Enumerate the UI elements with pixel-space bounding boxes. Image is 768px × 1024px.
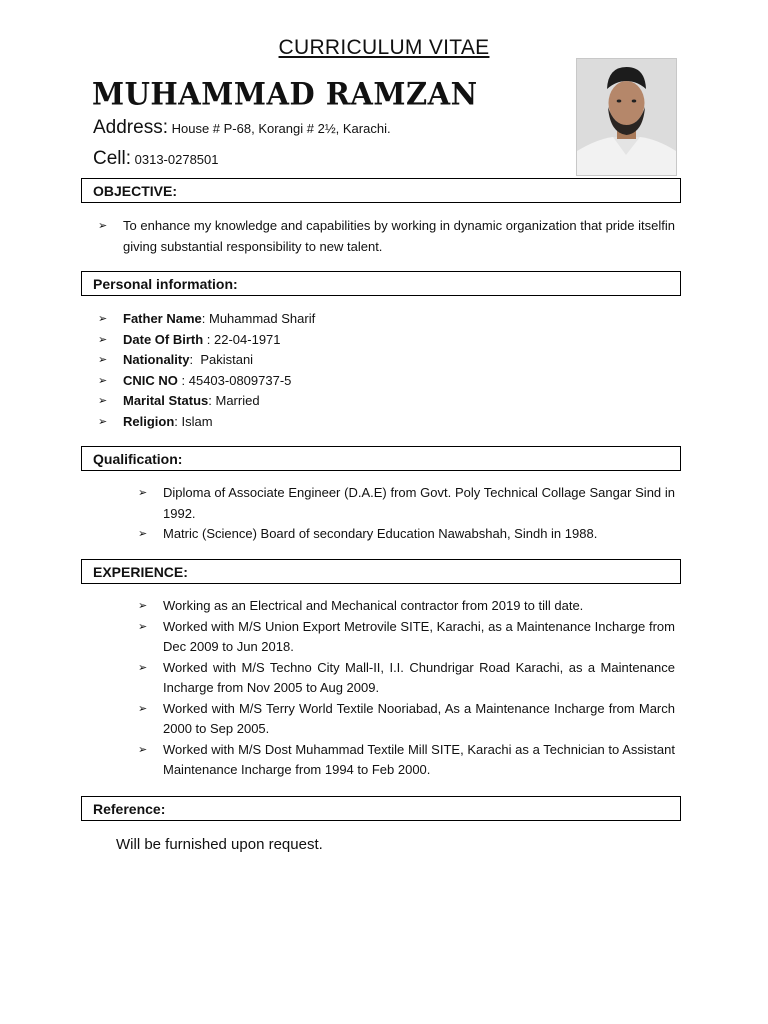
personal-info-item	[98, 412, 675, 433]
personal-info-item	[98, 391, 675, 412]
list-item-text: Diploma of Associate Engineer (D.A.E) from Govt. Poly Technical Collage Sangar Sind in 1992.	[163, 485, 675, 521]
personal-info-value: Pakistani	[200, 352, 254, 367]
personal-info-label: Marital Status	[123, 393, 209, 408]
profile-photo	[576, 58, 677, 176]
personal-info-item	[98, 350, 675, 371]
cell-line	[93, 148, 219, 170]
arrow-bullet-icon: ➢	[138, 528, 148, 540]
list-item-text: To enhance my knowledge and capabilities by working in dynamic organization that pride itselfin giving substantial responsibility to new talent.	[123, 218, 675, 254]
arrow-bullet-icon: ➢	[138, 620, 148, 633]
list-item-text: Worked with M/S Terry World Textile Nooriabad, As a Maintenance Incharge from March 2000 to Sep 2005.	[163, 700, 675, 736]
objective-list	[98, 216, 675, 257]
personal-info-label: Nationality	[123, 352, 190, 367]
personal-info-separator: :	[189, 352, 201, 367]
personal-info-value: Married	[215, 393, 260, 408]
list-item	[138, 483, 675, 524]
personal-info-item	[98, 371, 675, 392]
arrow-bullet-icon: ➢	[138, 600, 148, 612]
personal-info-value: Muhammad Sharif	[208, 311, 316, 326]
arrow-bullet-icon: ➢	[138, 702, 148, 715]
personal-info-separator: :	[177, 372, 189, 388]
qualification-heading: Qualification:	[81, 446, 681, 471]
personal-info-value: Islam	[181, 413, 213, 429]
cell-value: 0313-0278501	[134, 152, 219, 167]
personal-info-item	[98, 309, 675, 330]
reference-heading: Reference:	[81, 796, 681, 821]
list-item-text: Worked with M/S Techno City Mall-II, I.I. Chundrigar Road Karachi, as a Maintenance Incharge from Nov 2005 to Aug 2009.	[163, 659, 675, 695]
list-item	[98, 216, 675, 257]
arrow-bullet-icon: ➢	[98, 415, 108, 428]
list-item	[138, 699, 675, 740]
arrow-bullet-icon: ➢	[138, 743, 148, 756]
qualification-list	[138, 483, 675, 545]
personal-info-separator: :	[201, 311, 209, 326]
personal-info-label: Father Name	[123, 311, 202, 326]
personal-info-separator: :	[174, 413, 182, 429]
personal-info-label: CNIC NO	[123, 372, 178, 388]
list-item-text: Working as an Electrical and Mechanical contractor from 2019 to till date.	[163, 598, 584, 613]
address-line	[93, 117, 391, 139]
arrow-bullet-icon: ➢	[98, 333, 108, 346]
list-item	[138, 617, 675, 658]
address-value: House # P-68, Korangi # 2½, Karachi.	[171, 121, 391, 136]
cell-label: Cell:	[93, 148, 132, 169]
address-label: Address:	[93, 117, 168, 138]
personal-info-separator: :	[208, 393, 216, 408]
personal-info-separator: :	[203, 331, 215, 347]
personal-info-item	[98, 330, 675, 351]
experience-list	[138, 596, 675, 781]
arrow-bullet-icon: ➢	[98, 354, 108, 366]
personal-info-list	[98, 309, 675, 432]
arrow-bullet-icon: ➢	[98, 374, 108, 387]
personal-info-value: 22-04-1971	[214, 331, 281, 347]
reference-text: Will be furnished upon request.	[116, 836, 323, 853]
arrow-bullet-icon: ➢	[138, 661, 148, 674]
personal-info-value: 45403-0809737-5	[188, 372, 292, 388]
arrow-bullet-icon: ➢	[98, 395, 108, 407]
list-item-text: Matric (Science) Board of secondary Education Nawabshah, Sindh in 1988.	[163, 526, 598, 541]
list-item	[138, 658, 675, 699]
candidate-name: MUHAMMAD RAMZAN	[92, 76, 478, 112]
personal-info-label: Date Of Birth	[123, 331, 204, 347]
list-item	[138, 740, 675, 781]
list-item-text: Worked with M/S Union Export Metrovile SITE, Karachi, as a Maintenance Incharge from Dec 2009 to Jun 2018.	[163, 618, 675, 654]
arrow-bullet-icon: ➢	[98, 313, 108, 325]
personal-info-label: Religion	[123, 413, 175, 429]
experience-heading: EXPERIENCE:	[81, 559, 681, 584]
list-item	[138, 524, 675, 545]
personal-info-heading: Personal information:	[81, 271, 681, 296]
list-item-text: Worked with M/S Dost Muhammad Textile Mill SITE, Karachi as a Technician to Assistant Maintenance Incharge from 1994 to Feb 2000.	[163, 741, 675, 777]
arrow-bullet-icon: ➢	[98, 220, 108, 232]
list-item	[138, 596, 675, 617]
objective-heading: OBJECTIVE:	[81, 178, 681, 203]
arrow-bullet-icon: ➢	[138, 487, 148, 499]
cv-title: CURRICULUM VITAE	[278, 36, 490, 59]
